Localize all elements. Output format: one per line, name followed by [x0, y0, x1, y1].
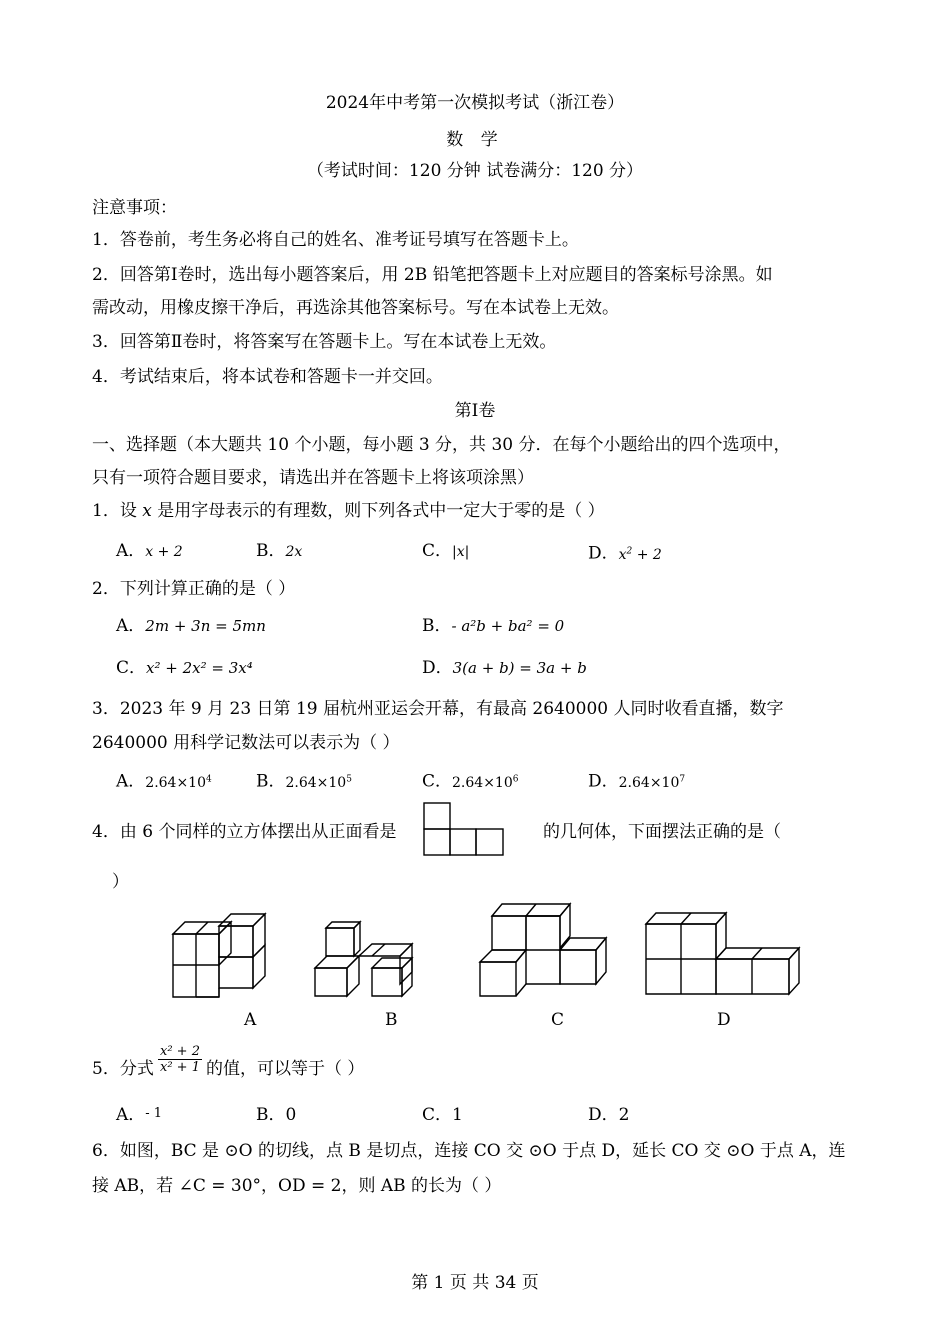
part-title: 第Ⅰ卷: [454, 401, 496, 421]
q4-front-view-square-2: [450, 829, 476, 855]
q5-a-value: - 1: [145, 1106, 163, 1121]
q2-c-expr: x² + 2x² = 3x⁴: [146, 659, 253, 677]
q4-front-view-square-3: [476, 829, 503, 855]
q2-stem: 2．下列计算正确的是（ ）: [92, 579, 296, 599]
q5-a-label: A．: [116, 1105, 146, 1125]
figure-d-cubes: [646, 913, 799, 994]
q3-d-base: 2.64×10: [618, 774, 680, 791]
q4-figure-d-label: D: [717, 1010, 731, 1030]
q1-stem-end: 是用字母表示的有理数，则下列各式中一定大于零的是（ ）: [157, 501, 605, 521]
q5-numerator: x² + 2: [160, 1044, 200, 1059]
q2-option-c: [116, 657, 253, 679]
q4-stem-start: 4．由 6 个同样的立方体摆出从正面看是: [92, 822, 397, 842]
q2-a-label: A．: [116, 616, 146, 636]
q3-c-base: 2.64×10: [452, 774, 513, 791]
q3-option-b: [256, 768, 352, 794]
q6-stem-2: 接 AB，若 ∠C = 30°，OD = 2，则 AB 的长为（ ）: [92, 1176, 502, 1196]
q2-option-b: [422, 615, 564, 637]
q1-option-d: [588, 540, 662, 566]
q2-c-label: C．: [116, 658, 147, 678]
q2-d-label: D．: [422, 658, 453, 678]
q4-figure-c-label: C: [551, 1010, 565, 1030]
q5-fraction: [158, 1044, 202, 1075]
page-footer: 第 1 页 共 34 页: [411, 1273, 539, 1293]
q2-b-label: B．: [422, 616, 452, 636]
q3-a-base: 2.64×10: [145, 774, 206, 791]
q5-denominator: x² + 1: [160, 1060, 200, 1075]
q5-stem-start: 5．分式: [92, 1059, 154, 1079]
q1-a-expr: x + 2: [145, 544, 183, 560]
q3-stem-2: 2640000 用科学记数法可以表示为（ ）: [92, 733, 400, 753]
q1-d-base: x: [618, 546, 627, 563]
notice-item-3: 3．回答第Ⅱ卷时，将答案写在答题卡上。写在本试卷上无效。: [92, 332, 557, 352]
q2-a-expr: 2m + 3n = 5mn: [145, 617, 266, 635]
q3-option-d: [588, 768, 685, 794]
q3-b-exp: 5: [346, 774, 352, 784]
q1-var: x: [142, 501, 152, 521]
q4-figure-c: [478, 900, 610, 1000]
section-intro-1: 一、选择题（本大题共 10 个小题，每小题 3 分，共 30 分．在每个小题给出的四个选项中，: [92, 435, 791, 455]
q5-option-c: C．1: [422, 1105, 463, 1125]
q3-option-c: [422, 768, 518, 794]
q5-option-b: B．0: [256, 1105, 297, 1125]
figure-c-cubes: [480, 904, 606, 996]
q1-c-label: C．: [422, 541, 453, 561]
q3-b-base: 2.64×10: [285, 774, 347, 791]
q5-option-d: D．2: [588, 1105, 630, 1125]
q1-option-b: [256, 540, 302, 563]
q1-option-a: [116, 540, 183, 563]
notice-item-2: 2．回答第Ⅰ卷时，选出每小题答案后，用 2B 铅笔把答题卡上对应题目的答案标号涂黑。如: [92, 265, 773, 285]
q1-d-exp: 2: [626, 546, 633, 556]
notice-item-4: 4．考试结束后，将本试卷和答题卡一并交回。: [92, 367, 443, 387]
q3-b-label: B．: [256, 771, 286, 792]
q1-d-rest: + 2: [632, 546, 662, 563]
q4-figure-b: [312, 912, 417, 1002]
q2-option-a: [116, 615, 266, 637]
q3-c-exp: 6: [512, 774, 519, 784]
figure-a-cubes: [173, 914, 265, 997]
section-intro-2: 只有一项符合题目要求，请选出并在答题卡上将该项涂黑）: [92, 468, 534, 488]
q3-option-a: [116, 768, 212, 794]
q4-figure-b-label: B: [385, 1010, 398, 1030]
q3-stem-1: 3．2023 年 9 月 23 日第 19 届杭州亚运会开幕，有最高 2640000 人同时收看直播，数字: [92, 699, 784, 719]
q4-figure-a: [170, 912, 270, 1002]
q3-c-label: C．: [422, 771, 453, 792]
q1-stem-start: 1．设: [92, 501, 137, 521]
q4-figure-a-label: A: [244, 1010, 257, 1030]
q2-b-expr: - a²b + ba² = 0: [451, 617, 565, 635]
q1-a-label: A．: [116, 541, 146, 561]
subject-title: 数 学: [446, 130, 504, 150]
q4-stem-end: ）: [112, 872, 129, 892]
figure-b-cubes: [315, 922, 412, 996]
q1-option-c: [422, 540, 469, 563]
q4-front-view-square-1: [424, 829, 450, 855]
q2-option-d: [422, 657, 587, 679]
q4-stem-mid: 的几何体，下面摆法正确的是（: [543, 822, 781, 842]
q1-c-expr: |x|: [452, 544, 470, 560]
q5-option-a: [116, 1104, 162, 1128]
q5-stem-end: 的值，可以等于（ ）: [206, 1059, 365, 1079]
q3-d-exp: 7: [679, 774, 686, 784]
q1-stem: [92, 500, 605, 522]
q1-d-label: D．: [588, 543, 619, 564]
exam-info: （考试时间：120 分钟 试卷满分：120 分）: [306, 161, 644, 181]
q1-b-label: B．: [256, 541, 286, 561]
q4-front-view-figure: [423, 802, 505, 856]
q4-front-view-square-top: [424, 803, 450, 829]
notice-item-2-cont: 需改动，用橡皮擦干净后，再选涂其他答案标号。写在本试卷上无效。: [92, 298, 619, 318]
q3-a-label: A．: [116, 771, 146, 792]
q4-figure-d: [644, 910, 804, 1000]
notice-heading: 注意事项：: [92, 198, 177, 218]
exam-title: 2024年中考第一次模拟考试（浙江卷）: [325, 93, 625, 113]
notice-item-1: 1．答卷前，考生务必将自己的姓名、准考证号填写在答题卡上。: [92, 230, 579, 250]
q3-a-exp: 4: [206, 774, 212, 784]
q6-stem-1: 6．如图，BC 是 ⊙O 的切线，点 B 是切点，连接 CO 交 ⊙O 于点 D，延长 CO 交 ⊙O 于点 A，连: [92, 1141, 846, 1161]
q3-d-label: D．: [588, 771, 619, 792]
q2-d-expr: 3(a + b) = 3a + b: [452, 659, 587, 677]
q1-b-expr: 2x: [285, 544, 303, 560]
